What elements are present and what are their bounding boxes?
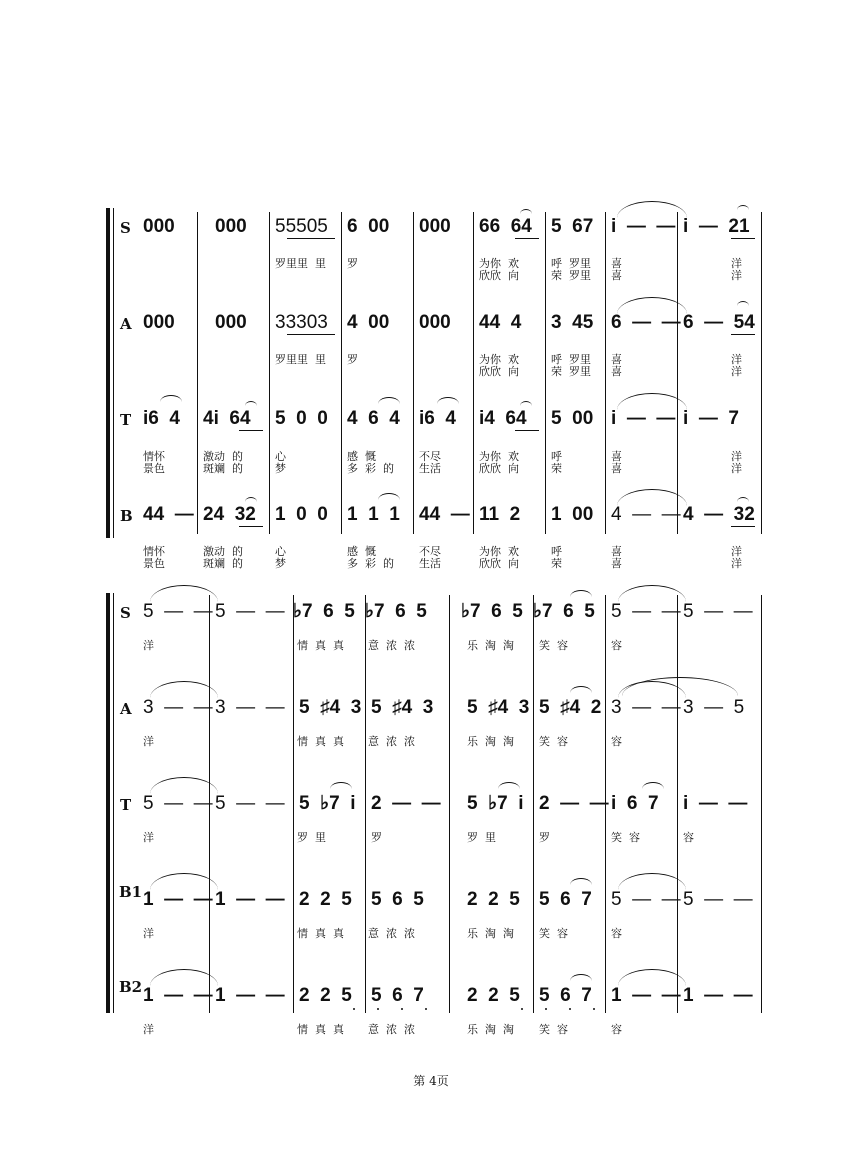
low-octave-dot — [593, 1008, 595, 1010]
measure: 1 — — — [683, 985, 753, 1006]
lyrics: 意 浓 浓 — [368, 735, 415, 748]
measure: 1 — — — [215, 985, 285, 1006]
lyrics: 罗 — [371, 831, 382, 844]
lyrics: 情 真 真 — [297, 927, 344, 940]
lyrics: 欣欣 向 — [479, 269, 519, 282]
lyrics: 乐 淘 淘 — [467, 735, 514, 748]
barline — [293, 595, 294, 1013]
lyrics: 笑 容 — [539, 927, 568, 940]
barline — [545, 212, 546, 534]
lyrics: 情 真 真 — [297, 735, 344, 748]
measure: 3 — — — [215, 697, 285, 718]
lyrics: 喜 — [611, 462, 622, 475]
tie — [618, 969, 686, 986]
lyrics: 不尽 — [419, 450, 441, 463]
measure: 2 2 5 — [467, 889, 520, 910]
measure: 4i 64 — [203, 408, 251, 429]
measure: 1 — — — [143, 985, 213, 1006]
lyrics: 为你 欢 — [479, 545, 519, 558]
measure: 5 ♭7 i — [467, 793, 524, 814]
slur — [520, 209, 532, 214]
slur — [520, 401, 532, 406]
lyrics: 罗 里 — [467, 831, 496, 844]
lyrics: 欣欣 向 — [479, 557, 519, 570]
barline — [761, 595, 762, 1013]
lyrics: 情 真 真 — [297, 639, 344, 652]
underline — [731, 334, 755, 335]
slur — [378, 493, 400, 500]
measure: 4 — 32 — [683, 504, 755, 525]
measure: i4 64 — [479, 408, 527, 429]
measure: 3 — — — [143, 697, 213, 718]
measure: 4 — — — [611, 504, 681, 525]
lyrics: 情怀 — [143, 450, 165, 463]
slur — [437, 397, 459, 404]
slur — [245, 401, 257, 406]
measure: 4 6 4 — [347, 408, 400, 429]
lyrics: 梦 — [275, 462, 286, 475]
part-label: S — [120, 604, 131, 622]
lyrics: 罗里里 里 — [275, 353, 326, 366]
lyrics: 笑 容 — [539, 1023, 568, 1036]
lyrics: 呼 罗里 — [551, 353, 591, 366]
lyrics: 容 — [611, 1023, 622, 1036]
lyrics: 喜 — [611, 269, 622, 282]
lyrics: 喜 — [611, 557, 622, 570]
lyrics: 洋 — [143, 831, 154, 844]
tie — [618, 585, 686, 602]
barline — [761, 212, 762, 534]
low-octave-dot — [569, 1008, 571, 1010]
lyrics: 洋 — [143, 735, 154, 748]
part-label: B2 — [119, 978, 143, 996]
lyrics: 梦 — [275, 557, 286, 570]
lyrics: 多 彩 的 — [347, 462, 394, 475]
slur — [378, 397, 400, 404]
lyrics: 乐 淘 淘 — [467, 1023, 514, 1036]
lyrics: 激动 的 — [203, 545, 243, 558]
measure: 44 — — [143, 504, 194, 525]
lyrics: 笑 容 — [611, 831, 640, 844]
lyrics: 生活 — [419, 462, 441, 475]
measure: 6 — — — [611, 312, 681, 333]
lyrics: 容 — [611, 927, 622, 940]
lyrics: 多 彩 的 — [347, 557, 394, 570]
part-label: T — [120, 411, 132, 429]
measure: 3 45 — [551, 312, 594, 333]
barline — [413, 212, 414, 534]
measure: ♭7 6 5 — [365, 601, 427, 622]
slur — [245, 497, 257, 502]
barline — [365, 595, 366, 1013]
tie — [617, 201, 687, 218]
measure: 1 0 0 — [275, 504, 328, 525]
measure: 5 ♯4 3 — [371, 697, 434, 718]
slur — [498, 782, 520, 789]
slur — [570, 590, 592, 597]
measure: 000 — [143, 216, 175, 237]
slur — [622, 677, 738, 696]
measure: 24 32 — [203, 504, 256, 525]
measure: 5 — — — [611, 601, 681, 622]
measure: 5 6 7 — [539, 985, 592, 1006]
part-label: B1 — [119, 883, 143, 901]
measure: 000 — [143, 312, 175, 333]
tie — [150, 777, 218, 794]
lyrics: 罗 — [539, 831, 550, 844]
lyrics: 斑斓 的 — [203, 462, 243, 475]
low-octave-dot — [377, 1008, 379, 1010]
lyrics: 喜 — [611, 353, 622, 366]
lyrics: 容 — [611, 735, 622, 748]
system-bracket — [106, 593, 110, 1013]
slur — [570, 878, 592, 885]
underline — [287, 334, 335, 335]
lyrics: 洋 — [731, 557, 742, 570]
measure: ♭7 6 5 — [533, 601, 595, 622]
barline — [473, 212, 474, 534]
slur — [642, 782, 664, 789]
part-label: A — [120, 315, 132, 333]
underline — [515, 430, 539, 431]
measure: 000 — [215, 216, 247, 237]
measure: 33303 — [275, 312, 328, 333]
measure: 2 — — — [539, 793, 609, 814]
lyrics: 不尽 — [419, 545, 441, 558]
lyrics: 笑 容 — [539, 735, 568, 748]
tie — [150, 585, 218, 602]
lyrics: 意 浓 浓 — [368, 927, 415, 940]
lyrics: 笑 容 — [539, 639, 568, 652]
measure: 44 4 — [479, 312, 522, 333]
measure: 000 — [419, 216, 451, 237]
system-bracket-line — [113, 593, 114, 1013]
lyrics: 洋 — [731, 545, 742, 558]
system-bracket-line — [113, 208, 114, 538]
barline — [341, 212, 342, 534]
measure: 5 6 7 — [371, 985, 424, 1006]
measure: 2 2 5 — [467, 985, 520, 1006]
lyrics: 罗里里 里 — [275, 257, 326, 270]
low-octave-dot — [401, 1008, 403, 1010]
part-label: S — [120, 219, 131, 237]
measure: 44 — — [419, 504, 470, 525]
slur — [160, 395, 182, 402]
slur — [737, 205, 749, 210]
lyrics: 生活 — [419, 557, 441, 570]
underline — [731, 238, 755, 239]
low-octave-dot — [521, 1008, 523, 1010]
slur — [570, 974, 592, 981]
underline — [239, 526, 263, 527]
lyrics: 洋 — [143, 1023, 154, 1036]
lyrics: 洋 — [731, 353, 742, 366]
measure: 5 — — — [611, 889, 681, 910]
barline — [677, 212, 678, 534]
measure: 4 00 — [347, 312, 390, 333]
underline — [239, 430, 263, 431]
measure: 3 — 5 — [683, 697, 745, 718]
measure: 1 1 1 — [347, 504, 400, 525]
measure: 5 — — — [143, 793, 213, 814]
lyrics: 荣 — [551, 557, 562, 570]
underline — [515, 238, 539, 239]
lyrics: 罗 — [347, 257, 358, 270]
lyrics: 欣欣 向 — [479, 365, 519, 378]
measure: ♭7 6 5 — [461, 601, 523, 622]
barline — [677, 595, 678, 1013]
lyrics: 斑斓 的 — [203, 557, 243, 570]
lyrics: 洋 — [731, 450, 742, 463]
measure: 000 — [215, 312, 247, 333]
underline — [287, 238, 335, 239]
measure: 5 ♭7 i — [299, 793, 356, 814]
measure: 5 — — — [215, 793, 285, 814]
measure: 2 2 5 — [299, 889, 352, 910]
lyrics: 呼 罗里 — [551, 257, 591, 270]
slur — [737, 497, 749, 502]
barline — [533, 595, 534, 1013]
lyrics: 景色 — [143, 557, 165, 570]
measure: 66 64 — [479, 216, 532, 237]
measure: 5 67 — [551, 216, 594, 237]
slur — [737, 301, 749, 306]
measure: i — — — [611, 216, 676, 237]
system-bracket — [106, 208, 110, 538]
lyrics: 荣 罗里 — [551, 269, 591, 282]
lyrics: 心 — [275, 450, 286, 463]
measure: 6 00 — [347, 216, 390, 237]
lyrics: 呼 — [551, 450, 562, 463]
lyrics: 乐 淘 淘 — [467, 927, 514, 940]
lyrics: 喜 — [611, 450, 622, 463]
slur — [330, 782, 352, 789]
tie — [150, 873, 218, 890]
lyrics: 罗 — [347, 353, 358, 366]
low-octave-dot — [353, 1008, 355, 1010]
lyrics: 容 — [683, 831, 694, 844]
lyrics: 罗 里 — [297, 831, 326, 844]
lyrics: 乐 淘 淘 — [467, 639, 514, 652]
measure: ♭7 6 5 — [293, 601, 355, 622]
measure: 2 — — — [371, 793, 441, 814]
lyrics: 感 慨 — [347, 545, 376, 558]
measure: 1 — — — [215, 889, 285, 910]
lyrics: 喜 — [611, 365, 622, 378]
measure: 5 ♯4 3 — [467, 697, 530, 718]
lyrics: 景色 — [143, 462, 165, 475]
measure: 5 — — — [215, 601, 285, 622]
lyrics: 意 浓 浓 — [368, 639, 415, 652]
lyrics: 意 浓 浓 — [368, 1023, 415, 1036]
measure: 5 — — — [683, 601, 753, 622]
measure: 5 ♯4 2 — [539, 697, 602, 718]
lyrics: 洋 — [143, 927, 154, 940]
measure: 5 — — — [143, 601, 213, 622]
lyrics: 喜 — [611, 257, 622, 270]
measure: i6 4 — [143, 408, 180, 429]
barline — [269, 212, 270, 534]
lyrics: 为你 欢 — [479, 257, 519, 270]
measure: 1 00 — [551, 504, 594, 525]
lyrics: 洋 — [731, 365, 742, 378]
measure: i6 4 — [419, 408, 456, 429]
barline — [605, 212, 606, 534]
lyrics: 感 慨 — [347, 450, 376, 463]
lyrics: 喜 — [611, 545, 622, 558]
barline — [197, 212, 198, 534]
measure: 6 — 54 — [683, 312, 755, 333]
lyrics: 容 — [611, 639, 622, 652]
lyrics: 荣 — [551, 462, 562, 475]
lyrics: 呼 — [551, 545, 562, 558]
lyrics: 心 — [275, 545, 286, 558]
low-octave-dot — [545, 1008, 547, 1010]
tie — [150, 969, 218, 986]
lyrics: 欣欣 向 — [479, 462, 519, 475]
part-label: B — [120, 507, 133, 525]
slur — [570, 686, 592, 693]
lyrics: 为你 欢 — [479, 353, 519, 366]
measure: 5 6 5 — [371, 889, 424, 910]
lyrics: 洋 — [731, 257, 742, 270]
lyrics: 洋 — [731, 269, 742, 282]
lyrics: 情 真 真 — [297, 1023, 344, 1036]
measure: 2 2 5 — [299, 985, 352, 1006]
lyrics: 洋 — [143, 639, 154, 652]
measure: 5 — — — [683, 889, 753, 910]
measure: 55505 — [275, 216, 328, 237]
measure: 000 — [419, 312, 451, 333]
measure: 1 — — — [611, 985, 681, 1006]
measure: i — — — [683, 793, 748, 814]
page-number: 第 4页 — [413, 1074, 449, 1088]
part-label: T — [120, 796, 132, 814]
tie — [618, 873, 686, 890]
measure: i 6 7 — [611, 793, 659, 814]
tie — [150, 681, 218, 698]
measure: i — — — [611, 408, 676, 429]
lyrics: 激动 的 — [203, 450, 243, 463]
lyrics: 为你 欢 — [479, 450, 519, 463]
measure: 5 6 7 — [539, 889, 592, 910]
measure: i — 21 — [683, 216, 750, 237]
part-label: A — [120, 700, 132, 718]
lyrics: 情怀 — [143, 545, 165, 558]
measure: 5 0 0 — [275, 408, 328, 429]
measure: 3 — — — [611, 697, 681, 718]
underline — [731, 526, 755, 527]
barline — [449, 595, 450, 1013]
measure: 5 00 — [551, 408, 594, 429]
measure: 5 ♯4 3 — [299, 697, 362, 718]
measure: 1 — — — [143, 889, 213, 910]
measure: i — 7 — [683, 408, 739, 429]
lyrics: 荣 罗里 — [551, 365, 591, 378]
measure: 11 2 — [479, 504, 521, 525]
low-octave-dot — [425, 1008, 427, 1010]
lyrics: 洋 — [731, 462, 742, 475]
